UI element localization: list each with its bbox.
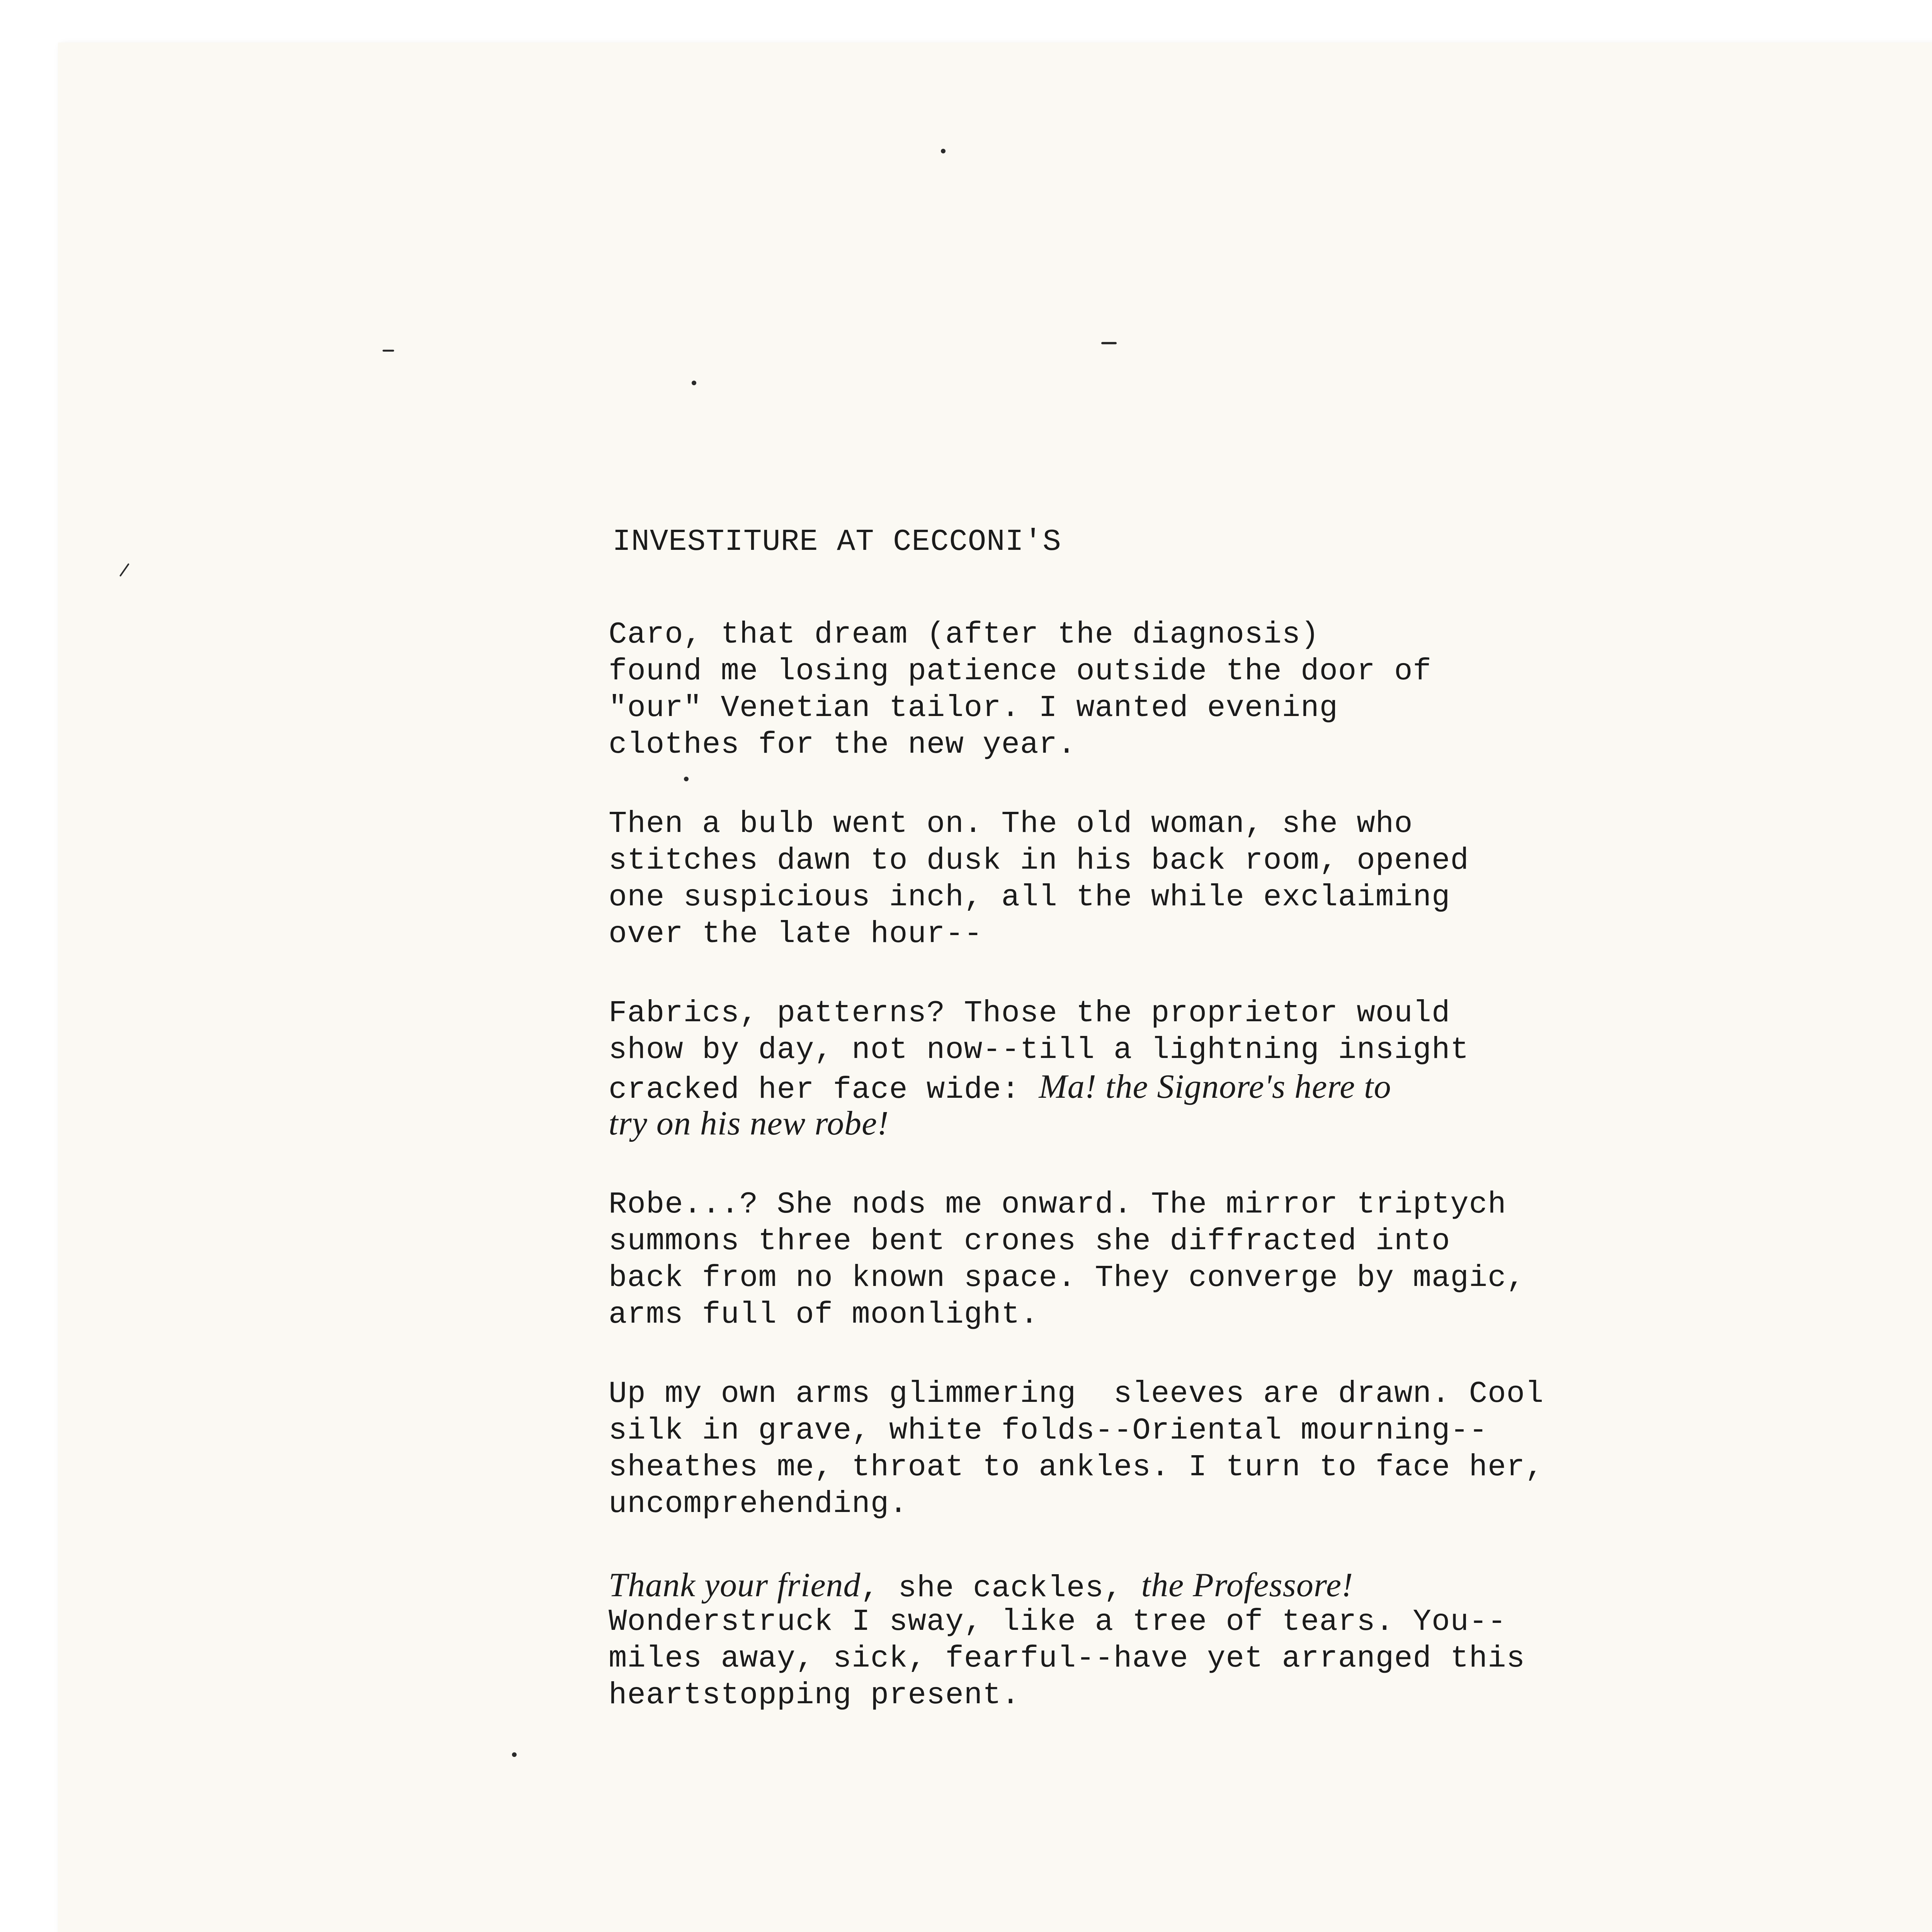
poem-line bbox=[609, 1260, 1525, 1296]
line-text: , she cackles, bbox=[861, 1571, 1141, 1605]
poem-line bbox=[609, 1486, 1544, 1522]
poem-line bbox=[609, 726, 1432, 763]
line-text: uncomprehending. bbox=[609, 1486, 908, 1521]
line-text: back from no known space. They converge by magic, bbox=[609, 1260, 1525, 1295]
poem-line bbox=[609, 1412, 1544, 1449]
poem-line bbox=[609, 1567, 1525, 1604]
line-text: Wonderstruck I sway, like a tree of tears. You-- bbox=[609, 1604, 1507, 1639]
poem-line bbox=[609, 842, 1469, 879]
poem-line bbox=[609, 1296, 1525, 1333]
dust-speck bbox=[383, 350, 394, 352]
poem-line bbox=[609, 616, 1432, 653]
stanza-4 bbox=[609, 1186, 1525, 1333]
dust-speck bbox=[512, 1752, 517, 1757]
dust-speck bbox=[1101, 342, 1117, 344]
line-text: clothes for the new year. bbox=[609, 727, 1077, 762]
poem-line bbox=[609, 690, 1432, 726]
line-text: summons three bent crones she diffracted into bbox=[609, 1224, 1451, 1259]
poem-line bbox=[609, 1640, 1525, 1677]
line-text: Caro, that dream (after the diagnosis) bbox=[609, 617, 1320, 652]
poem-line bbox=[609, 879, 1469, 916]
italic-text: try on his new robe! bbox=[609, 1105, 889, 1142]
poem-line bbox=[609, 916, 1469, 952]
poem-line bbox=[609, 995, 1469, 1032]
stanza-5 bbox=[609, 1376, 1544, 1522]
dust-speck bbox=[692, 381, 696, 385]
line-text: Robe...? She nods me onward. The mirror triptych bbox=[609, 1187, 1507, 1222]
line-text: sheathes me, throat to ankles. I turn to face her, bbox=[609, 1450, 1544, 1485]
poem-line bbox=[609, 653, 1432, 690]
stanza-3 bbox=[609, 995, 1469, 1142]
poem-line bbox=[609, 1677, 1525, 1714]
line-text: arms full of moonlight. bbox=[609, 1297, 1039, 1332]
line-text: miles away, sick, fearful--have yet arranged this bbox=[609, 1641, 1525, 1676]
line-text: found me losing patience outside the door of bbox=[609, 654, 1432, 689]
poem-line bbox=[609, 1223, 1525, 1260]
poem-line bbox=[609, 1032, 1469, 1068]
dust-speck bbox=[941, 149, 946, 153]
poem-title: INVESTITURE AT CECCONI'S bbox=[612, 524, 1061, 559]
stanza-2 bbox=[609, 806, 1469, 952]
stanza-1 bbox=[609, 616, 1432, 763]
line-text: stitches dawn to dusk in his back room, opened bbox=[609, 843, 1469, 878]
italic-text: the Professore! bbox=[1141, 1566, 1354, 1604]
line-text: "our" Venetian tailor. I wanted evening bbox=[609, 690, 1338, 725]
stanza-6 bbox=[609, 1567, 1525, 1714]
poem-line bbox=[609, 1105, 1469, 1142]
line-text: show by day, not now--till a lightning insight bbox=[609, 1032, 1469, 1067]
dust-speck bbox=[684, 777, 689, 781]
line-text: Then a bulb went on. The old woman, she who bbox=[609, 806, 1413, 841]
line-text: silk in grave, white folds--Oriental mourning-- bbox=[609, 1413, 1488, 1448]
poem-line bbox=[609, 1186, 1525, 1223]
line-text: one suspicious inch, all the while exclaiming bbox=[609, 880, 1451, 915]
poem-line bbox=[609, 1449, 1544, 1486]
poem-line bbox=[609, 1604, 1525, 1640]
italic-text: Ma! the Signore's here to bbox=[1039, 1068, 1391, 1105]
line-text: Fabrics, patterns? Those the proprietor would bbox=[609, 996, 1451, 1031]
poem-line bbox=[609, 1068, 1469, 1105]
line-text: over the late hour-- bbox=[609, 917, 983, 951]
poem-line bbox=[609, 806, 1469, 842]
poem-line bbox=[609, 1376, 1544, 1412]
italic-text: Thank your friend bbox=[609, 1566, 861, 1604]
line-text: cracked her face wide: bbox=[609, 1072, 1039, 1107]
line-text: heartstopping present. bbox=[609, 1678, 1020, 1713]
line-text: Up my own arms glimmering sleeves are drawn. Cool bbox=[609, 1376, 1544, 1411]
